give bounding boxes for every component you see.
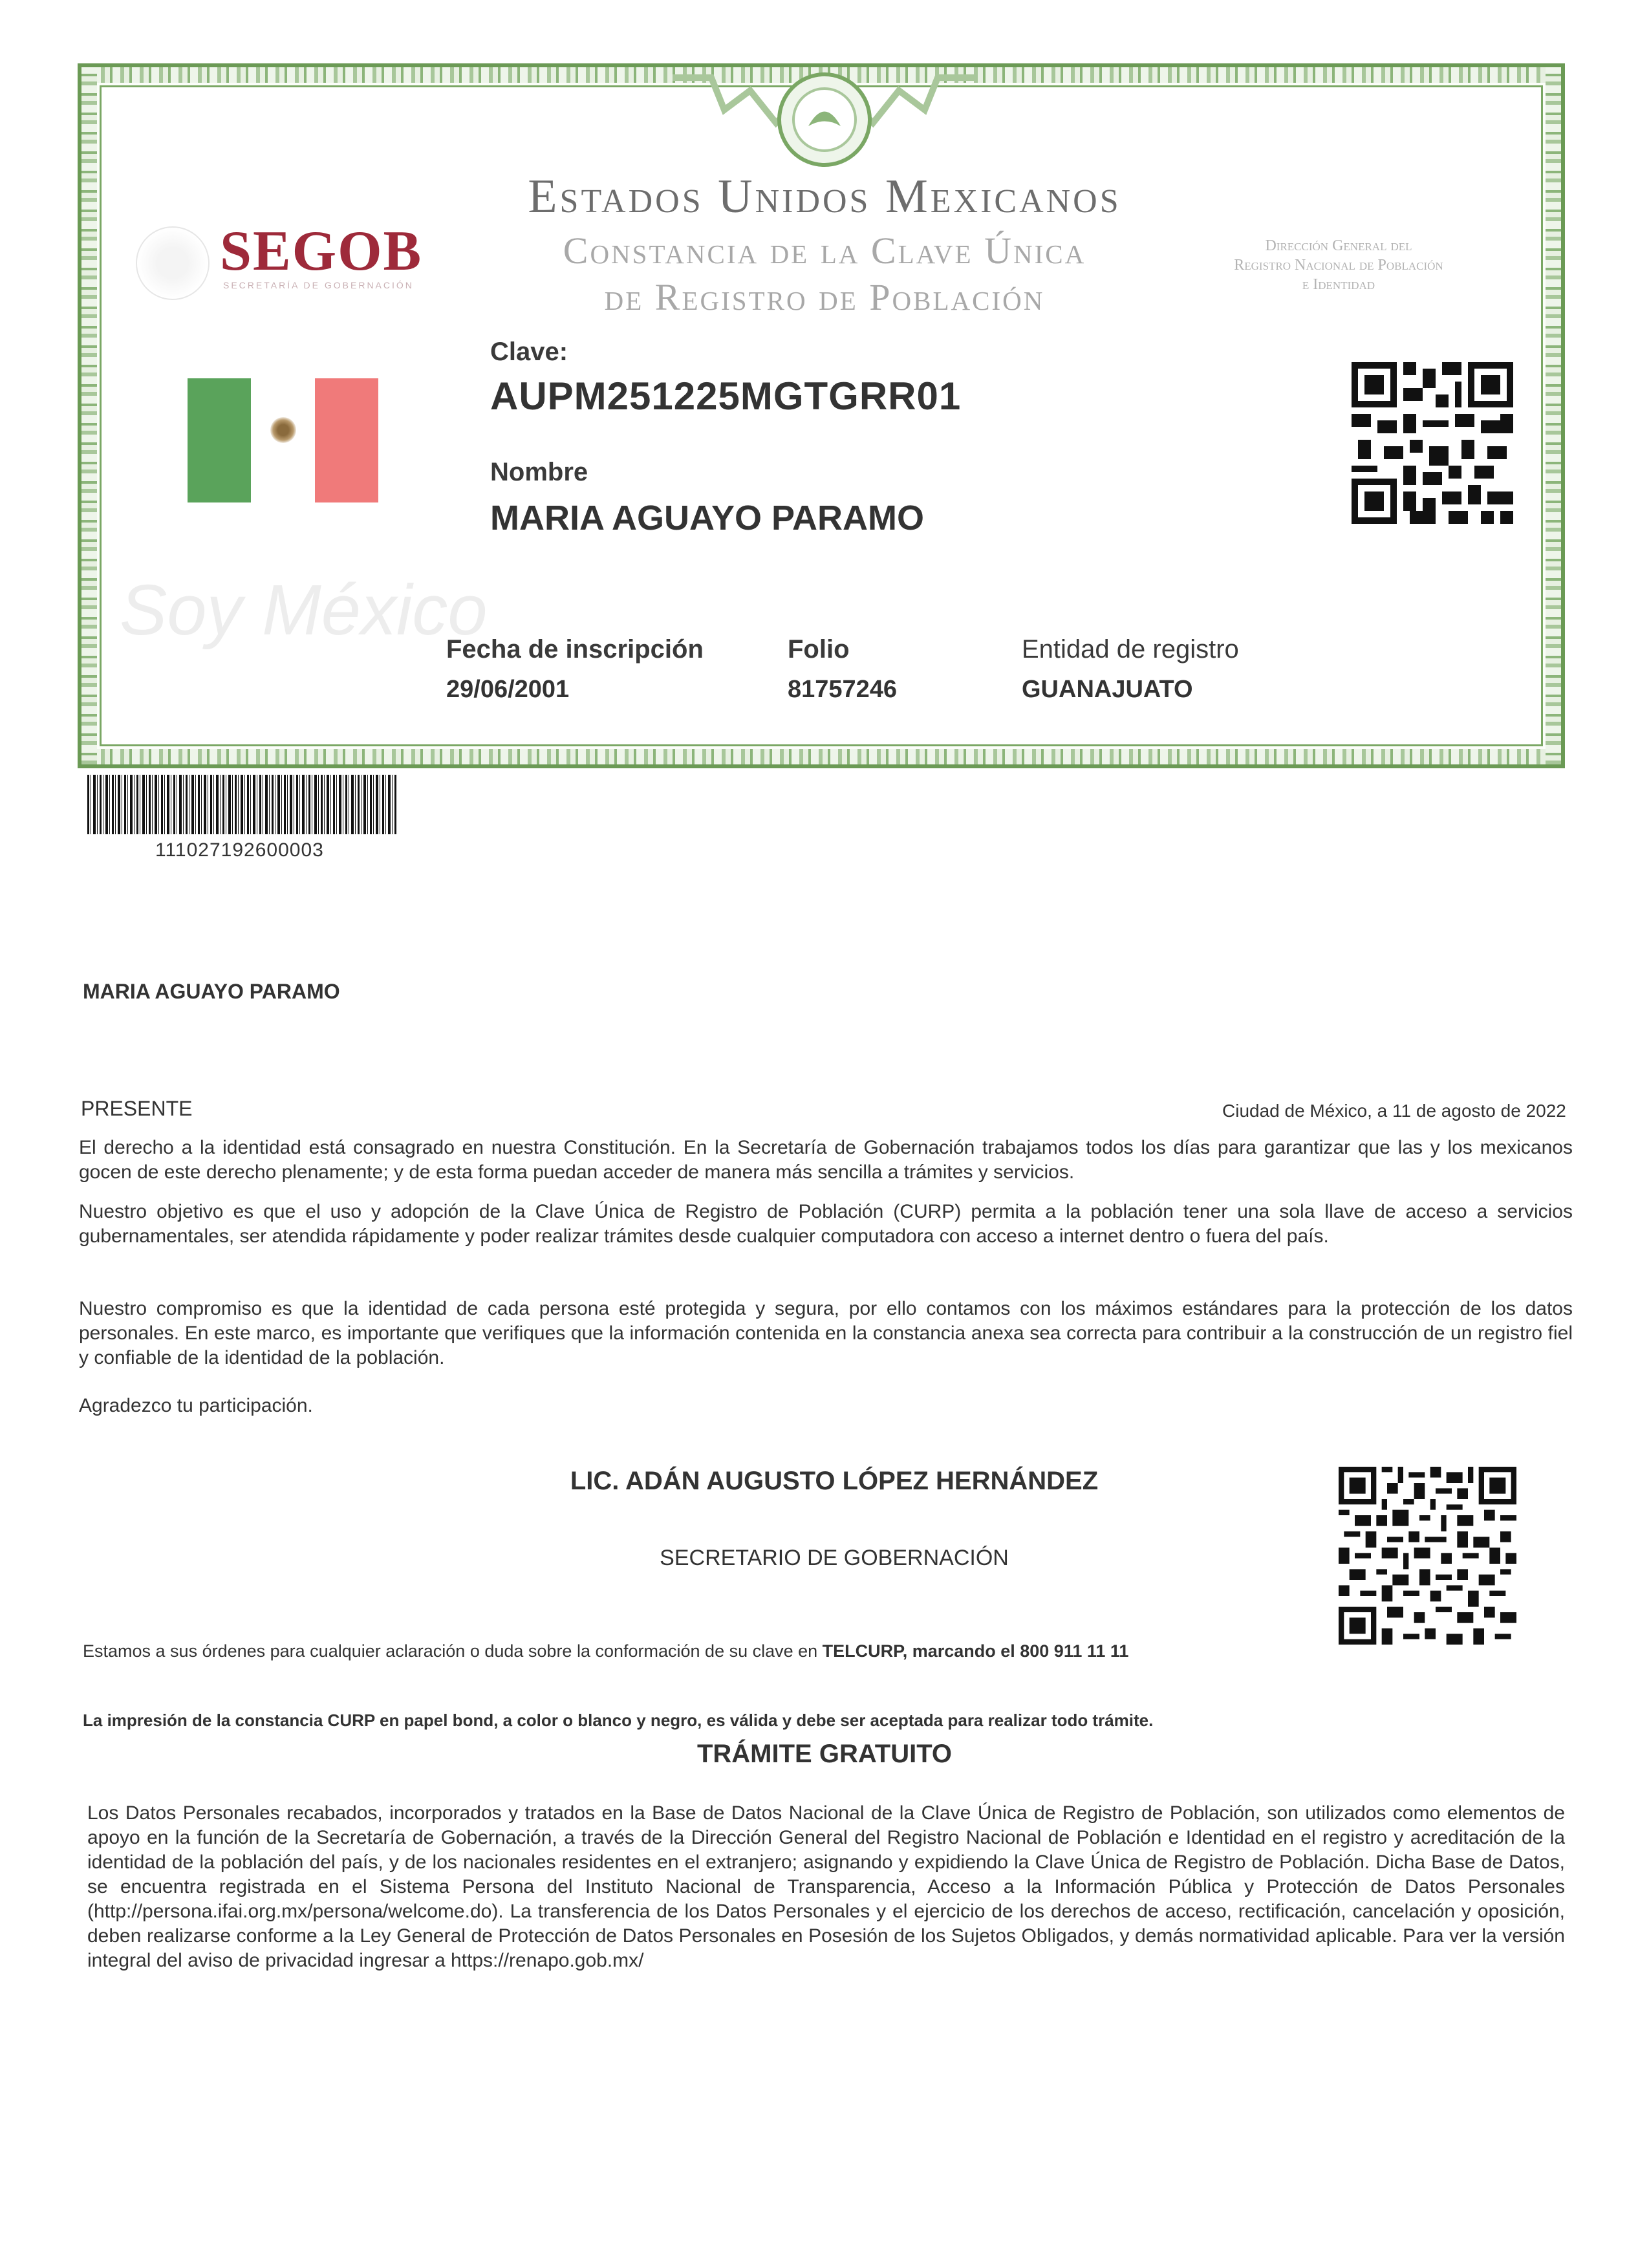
clave-label: Clave:	[490, 338, 568, 366]
segob-logo: SEGOB	[220, 220, 423, 283]
addressee-name: MARIA AGUAYO PARAMO	[83, 980, 340, 1003]
entidad-registro-value: GUANAJUATO	[1022, 676, 1193, 703]
folio-label: Folio	[788, 635, 850, 664]
direccion-line-2: Registro Nacional de Población	[1234, 257, 1443, 274]
frame-border-bottom	[81, 749, 1561, 764]
presente-label: PRESENTE	[81, 1097, 193, 1120]
title-line-2: Constancia de la Clave Única	[563, 230, 1086, 272]
barcode-number: 111027192600003	[155, 839, 324, 861]
watermark-soy-mexico: Soy México	[120, 570, 488, 650]
qr-code-signature-icon	[1339, 1467, 1516, 1645]
printing-validity-note: La impresión de la constancia CURP en papel bond, a color o blanco y negro, es válida y debe ser aceptada para realizar todo trámite.	[83, 1711, 1154, 1730]
paragraph-identity-right: El derecho a la identidad está consagrado en nuestra Constitución. En la Secretaría de Gobernación trabajamos todos los días para garantizar que las y los mexicanos gocen de este derecho plenamente; y de esta forma puedan acceder de manera más sencilla a trámites y servicios.	[79, 1137, 1573, 1183]
nombre-value: MARIA AGUAYO PARAMO	[490, 499, 925, 537]
direccion-line-1: Dirección General del	[1265, 237, 1412, 254]
privacy-notice: Los Datos Personales recabados, incorporados y tratados en la Base de Datos Nacional de la Clave Única de Registro de Población, son utilizados como elementos de apoyo en la función de la Secretaría de Gobernación, a través de la Dirección General del Registro Nacional de Población e Identidad en el registro y acreditación de la identidad de la población del país, y de los nacionales residentes en el extranjero; asignando y expidiendo la Clave Única de Registro de Población. Dicha Base de Datos, se encuentra registrada en el Sistema Persona del Instituto Nacional de Transparencia, Acceso a la Información Pública y Protección de Datos Personales (http://persona.ifai.org.mx/persona/welcome.do). La transferencia de los Datos Personales y el ejercicio de los derechos de acceso, rectificación, cancelación y oposición, deben realizarse conforme a la Ley General de Protección de Datos Personales en Posesión de los Sujetos Obligados, y demás normatividad aplicable. Para ver la versión integral del aviso de privacidad ingresar a https://renapo.gob.mx/	[87, 1802, 1565, 1971]
telcurp-text: Estamos a sus órdenes para cualquier aclaración o duda sobre la conformación de su clave en	[83, 1641, 823, 1661]
title-estados-unidos-mexicanos: Estados Unidos Mexicanos	[528, 170, 1121, 223]
segob-eagle-icon	[136, 226, 210, 300]
telcurp-phone: TELCURP, marcando el 800 911 11 11	[822, 1641, 1129, 1661]
entidad-registro-label: Entidad de registro	[1022, 635, 1239, 664]
national-seal-icon	[673, 65, 976, 168]
signer-title: SECRETARIO DE GOBERNACIÓN	[660, 1546, 1009, 1570]
signer-name: LIC. ADÁN AUGUSTO LÓPEZ HERNÁNDEZ	[570, 1467, 1099, 1495]
paragraph-thanks: Agradezco tu participación.	[79, 1395, 313, 1416]
tramite-gratuito-heading: TRÁMITE GRATUITO	[696, 1740, 953, 1768]
paragraph-commitment: Nuestro compromiso es que la identidad de cada persona esté protegida y segura, por ello contamos con los máximos estándares para la protección de los datos personales. En este marco, es importante que verifiques que la información contenida en la constancia anexa sea correcta para contribuir a la construcción de un registro fiel y confiable de la identidad de la población.	[79, 1298, 1573, 1368]
segob-subtitle: SECRETARÍA DE GOBERNACIÓN	[223, 280, 414, 290]
folio-value: 81757246	[788, 676, 898, 703]
telcurp-contact	[83, 1641, 1128, 1661]
barcode-icon	[87, 775, 398, 834]
paragraph-objective: Nuestro objetivo es que el uso y adopción de la Clave Única de Registro de Población (CURP) permita a la población tener una sola llave de acceso a servicios gubernamentales, ser atendida rápidamente y poder realizar trámites desde cualquier computadora con acceso a internet dentro o fuera del país.	[79, 1201, 1573, 1247]
place-date: Ciudad de México, a 11 de agosto de 2022	[1222, 1101, 1566, 1121]
mexican-flag-icon	[188, 378, 378, 502]
direccion-line-3: e Identidad	[1302, 276, 1375, 293]
direccion-general-label	[1183, 236, 1494, 294]
qr-code-icon	[1352, 362, 1513, 524]
clave-value: AUPM251225MGTGRR01	[490, 374, 962, 418]
fecha-inscripcion-label: Fecha de inscripción	[446, 635, 704, 664]
nombre-label: Nombre	[490, 458, 588, 486]
fecha-inscripcion-value: 29/06/2001	[446, 676, 570, 703]
title-line-3: de Registro de Población	[604, 276, 1045, 318]
